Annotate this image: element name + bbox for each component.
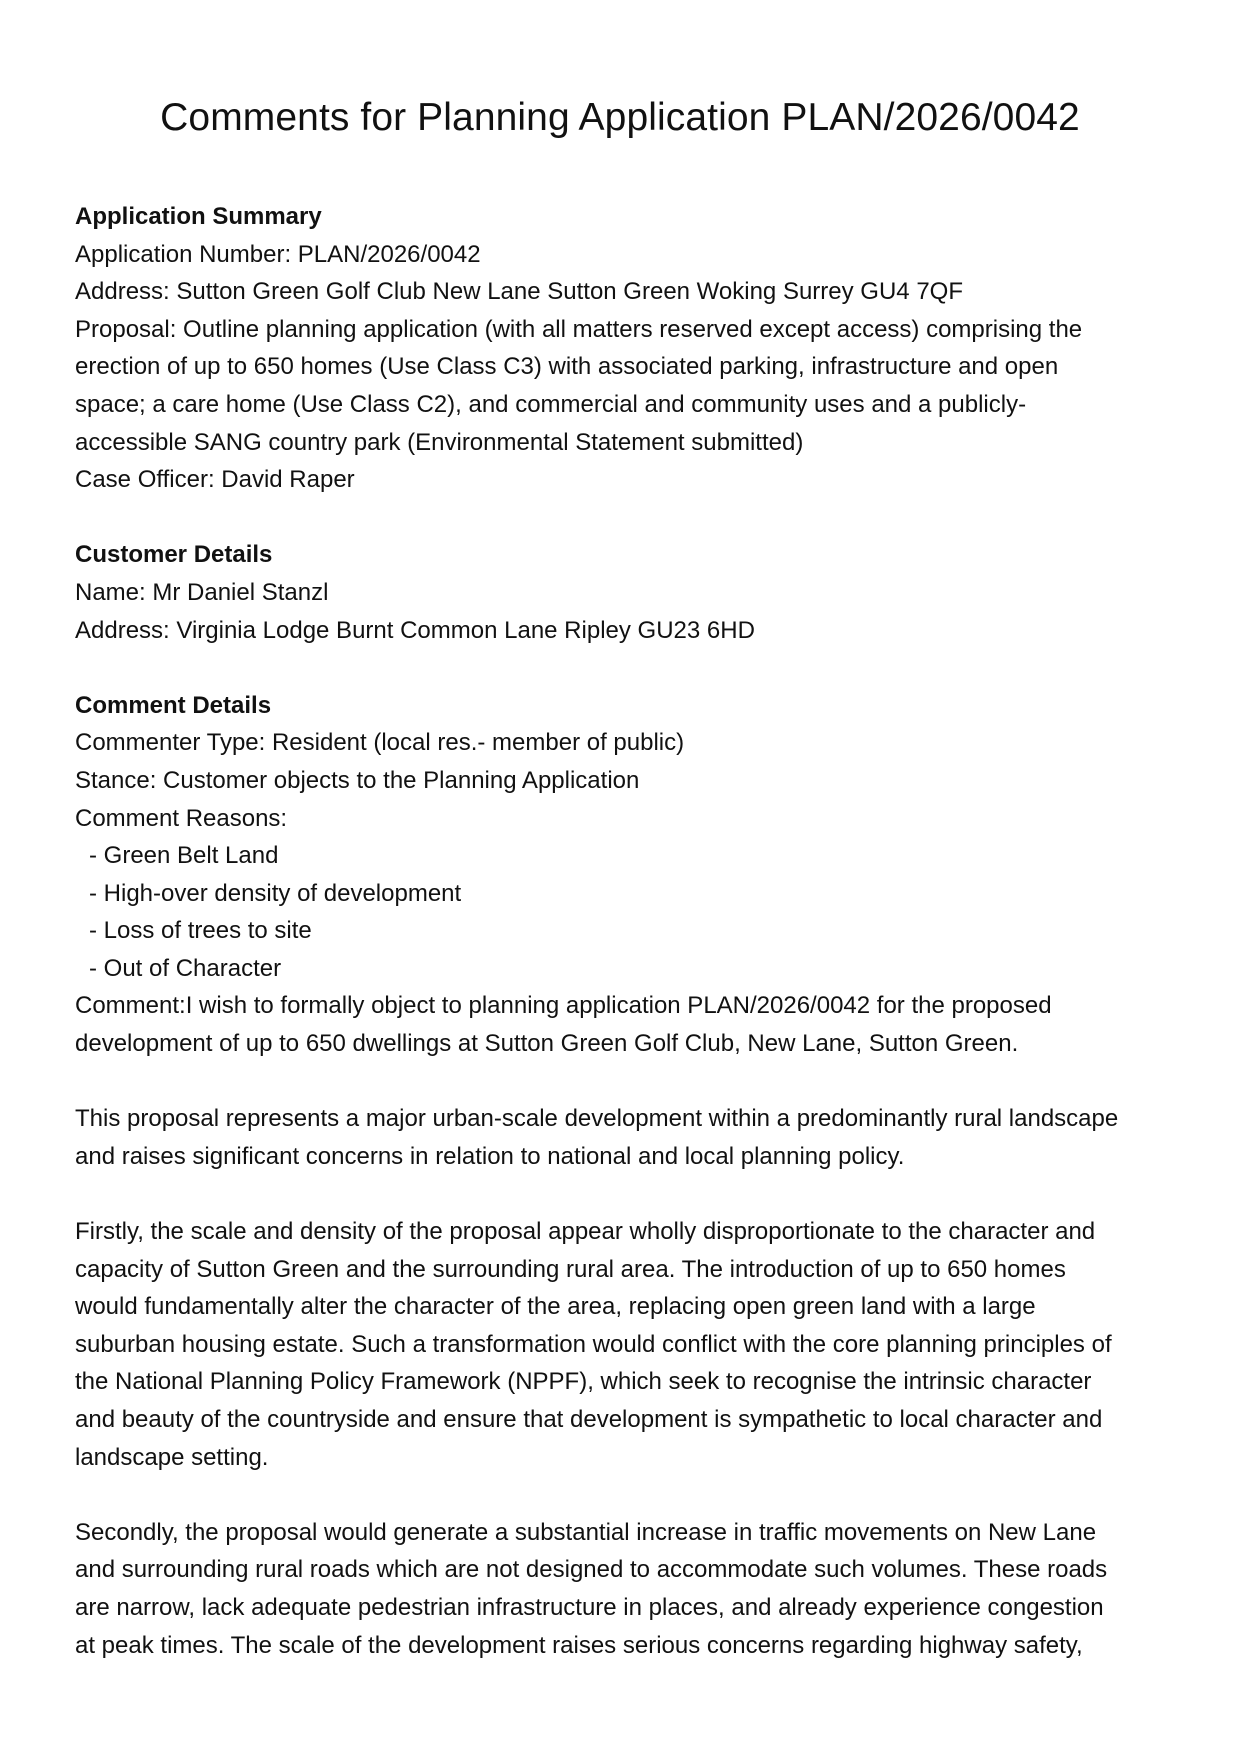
- paragraph-line: capacity of Sutton Green and the surrounding rural area. The introduction of up to 650 homes: [75, 1255, 1066, 1283]
- paragraph-line: Firstly, the scale and density of the proposal appear wholly disproportionate to the character and: [75, 1218, 1096, 1246]
- comment-details-heading: Comment Details: [75, 691, 272, 719]
- paragraph-line: suburban housing estate. Such a transformation would conflict with the core planning principles of: [75, 1330, 1112, 1358]
- customer-name: Name: Mr Daniel Stanzl: [75, 578, 329, 606]
- commenter-type: Commenter Type: Resident (local res.- member of public): [75, 729, 685, 757]
- comment-paragraph: [75, 1100, 1175, 1175]
- customer-details-section: [75, 536, 1175, 649]
- application-summary-section: [75, 198, 1175, 499]
- comment-reason-item: - High-over density of development: [89, 879, 462, 907]
- paragraph-line: landscape setting.: [75, 1443, 269, 1471]
- proposal-line: accessible SANG country park (Environmental Statement submitted): [75, 428, 804, 456]
- application-number: Application Number: PLAN/2026/0042: [75, 240, 481, 268]
- paragraph-line: and beauty of the countryside and ensure that development is sympathetic to local character and: [75, 1406, 1103, 1433]
- paragraph-line: the National Planning Policy Framework (NPPF), which seek to recognise the intrinsic character: [75, 1368, 1092, 1396]
- paragraph-line: and surrounding rural roads which are not designed to accommodate such volumes. These roads: [75, 1556, 1108, 1584]
- proposal-line: Proposal: Outline planning application (with all matters reserved except access) comprising the: [75, 315, 1083, 343]
- comment-details-section: [75, 687, 1175, 1664]
- stance: Stance: Customer objects to the Planning Application: [75, 766, 640, 794]
- comment-reason-item: - Out of Character: [89, 954, 282, 982]
- spacer: [75, 1063, 1175, 1101]
- case-officer: Case Officer: David Raper: [75, 466, 355, 494]
- application-address: Address: Sutton Green Golf Club New Lane Sutton Green Woking Surrey GU4 7QF: [75, 278, 963, 306]
- spacer: [75, 1175, 1175, 1213]
- spacer: [75, 1476, 1175, 1514]
- comment-reason-item: - Loss of trees to site: [89, 917, 312, 945]
- document-body: [75, 198, 1175, 1664]
- comment-line: Comment:I wish to formally object to planning application PLAN/2026/0042 for the proposed: [75, 992, 1052, 1020]
- paragraph-line: would fundamentally alter the character of the area, replacing open green land with a large: [75, 1293, 1036, 1321]
- paragraph-line: Secondly, the proposal would generate a substantial increase in traffic movements on New Lane: [75, 1518, 1097, 1546]
- spacer: [75, 499, 1175, 537]
- application-summary-heading: Application Summary: [75, 203, 322, 230]
- customer-details-heading: Customer Details: [75, 541, 273, 569]
- comment-reasons-label: Comment Reasons:: [75, 804, 288, 832]
- comment-paragraph: [75, 1213, 1175, 1476]
- paragraph-line: and raises significant concerns in relation to national and local planning policy.: [75, 1142, 905, 1170]
- comment-reason-item: - Green Belt Land: [89, 842, 279, 870]
- proposal-line: space; a care home (Use Class C2), and commercial and community uses and a publicly-: [75, 390, 1027, 418]
- paragraph-line: This proposal represents a major urban-scale development within a predominantly rural landscape: [75, 1105, 1119, 1133]
- customer-address: Address: Virginia Lodge Burnt Common Lane Ripley GU23 6HD: [75, 616, 755, 644]
- comment-paragraph: [75, 1514, 1175, 1664]
- paragraph-line: are narrow, lack adequate pedestrian infrastructure in places, and already experience congestion: [75, 1593, 1104, 1621]
- page-title: Comments for Planning Application PLAN/2026/0042: [160, 96, 1080, 139]
- proposal-line: erection of up to 650 homes (Use Class C3) with associated parking, infrastructure and open: [75, 353, 1059, 381]
- comment-line: development of up to 650 dwellings at Sutton Green Golf Club, New Lane, Sutton Green.: [75, 1030, 1019, 1058]
- spacer: [75, 649, 1175, 687]
- paragraph-line: at peak times. The scale of the development raises serious concerns regarding highway safety,: [75, 1631, 1083, 1659]
